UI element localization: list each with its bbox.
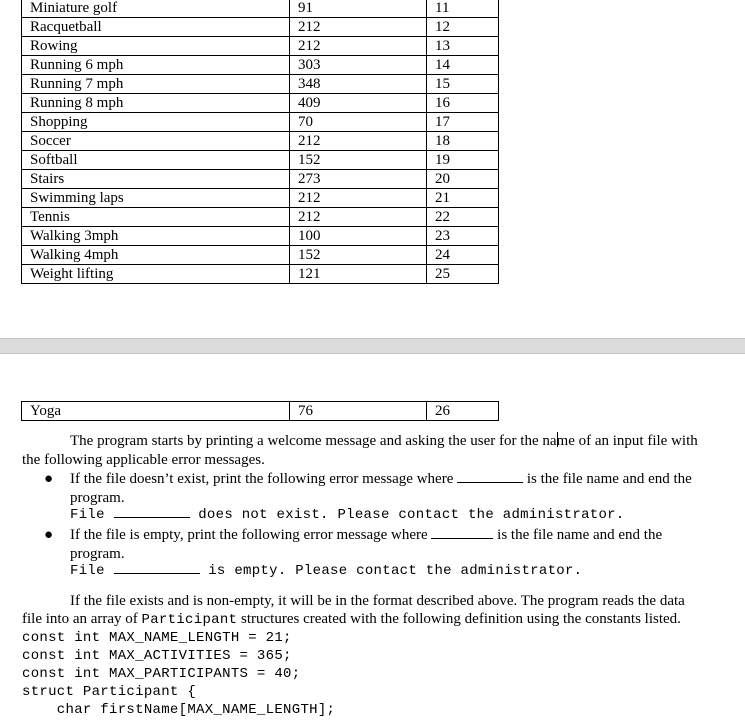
id-cell: 23 [427, 227, 499, 246]
activity-cell: Shopping [22, 113, 290, 132]
table-row [22, 170, 499, 189]
intro-text-after-cursor: me of an input file with [556, 433, 698, 449]
error-message-file-missing [70, 505, 625, 524]
activity-cell: Running 6 mph [22, 56, 290, 75]
id-cell: 22 [427, 208, 499, 227]
activity-cell: Running 7 mph [22, 75, 290, 94]
id-cell: 14 [427, 56, 499, 75]
intro-text-before-cursor: The program starts by printing a welcome message and asking the user for the na [70, 433, 557, 449]
table-row [22, 75, 499, 94]
table-row [22, 94, 499, 113]
activity-cell: Soccer [22, 132, 290, 151]
msg-1-post: does not exist. Please contact the administrator. [198, 507, 625, 523]
id-cell: 11 [427, 0, 499, 18]
table-row [22, 208, 499, 227]
format-paragraph [22, 592, 740, 611]
msg-2-post: is empty. Please contact the administrator. [208, 563, 583, 579]
calories-cell: 212 [290, 132, 427, 151]
id-cell: 19 [427, 151, 499, 170]
bullet-1-line2: program. [70, 490, 125, 506]
code-line: const int MAX_ACTIVITIES = 365; [22, 648, 292, 664]
document-page-2 [0, 354, 745, 723]
calories-cell: 212 [290, 18, 427, 37]
bullet-1-text [70, 470, 735, 489]
page-break-gap [0, 338, 745, 354]
activity-cell: Swimming laps [22, 189, 290, 208]
table-row [22, 0, 499, 18]
bullet-1-text-pre: If the file doesn’t exist, print the following error message where [70, 471, 454, 487]
table-row [22, 113, 499, 132]
table-row [22, 56, 499, 75]
table-row [22, 189, 499, 208]
activity-calorie-table-continued [21, 401, 499, 421]
table-row [22, 227, 499, 246]
filename-blank [457, 470, 523, 483]
id-cell: 25 [427, 265, 499, 284]
calories-cell: 212 [290, 208, 427, 227]
id-cell: 15 [427, 75, 499, 94]
id-cell: 16 [427, 94, 499, 113]
calories-cell: 212 [290, 189, 427, 208]
id-cell: 21 [427, 189, 499, 208]
id-cell: 17 [427, 113, 499, 132]
table-row [22, 246, 499, 265]
table-row [22, 265, 499, 284]
intro-paragraph-line2: the following applicable error messages. [22, 452, 265, 468]
activity-calorie-table [21, 0, 499, 284]
bullet-2-text-post: is the file name and end the [497, 527, 663, 543]
activity-cell: Weight lifting [22, 265, 290, 284]
activity-cell: Stairs [22, 170, 290, 189]
format-paragraph-line2-pre: file into an array of [22, 611, 138, 627]
activity-cell: Yoga [22, 402, 290, 421]
calories-cell: 303 [290, 56, 427, 75]
filename-blank [114, 561, 200, 574]
table-row [22, 18, 499, 37]
activity-cell: Running 8 mph [22, 94, 290, 113]
calories-cell: 100 [290, 227, 427, 246]
format-paragraph-line2-post: structures created with the following definition using the constants listed. [241, 611, 681, 627]
calories-cell: 70 [290, 113, 427, 132]
id-cell: 13 [427, 37, 499, 56]
code-line: struct Participant { [22, 684, 197, 700]
calories-cell: 409 [290, 94, 427, 113]
calories-cell: 76 [290, 402, 427, 421]
activity-cell: Softball [22, 151, 290, 170]
calories-cell: 91 [290, 0, 427, 18]
bullet-2-text-pre: If the file is empty, print the following error message where [70, 527, 428, 543]
format-paragraph-line1: If the file exists and is non-empty, it will be in the format described above. The program reads the data [70, 593, 685, 609]
activity-cell: Walking 3mph [22, 227, 290, 246]
table-row [22, 37, 499, 56]
msg-1-pre: File [70, 507, 105, 523]
bullet-icon: ● [44, 527, 54, 543]
activity-cell: Rowing [22, 37, 290, 56]
calories-cell: 121 [290, 265, 427, 284]
bullet-2-text [70, 526, 735, 545]
format-paragraph-line2 [22, 610, 740, 630]
id-cell: 24 [427, 246, 499, 265]
inline-code-participant: Participant [141, 612, 238, 628]
calories-cell: 348 [290, 75, 427, 94]
bullet-2-line2: program. [70, 546, 125, 562]
bullet-icon: ● [44, 471, 54, 487]
error-message-file-empty [70, 561, 582, 580]
code-line: char firstName[MAX_NAME_LENGTH]; [22, 702, 336, 718]
code-line: const int MAX_NAME_LENGTH = 21; [22, 630, 292, 646]
calories-cell: 273 [290, 170, 427, 189]
id-cell: 20 [427, 170, 499, 189]
calories-cell: 212 [290, 37, 427, 56]
filename-blank [114, 505, 190, 518]
table-row [22, 151, 499, 170]
table-row [22, 132, 499, 151]
activity-cell: Racquetball [22, 18, 290, 37]
id-cell: 26 [427, 402, 499, 421]
activity-cell: Miniature golf [22, 0, 290, 18]
id-cell: 12 [427, 18, 499, 37]
activity-cell: Tennis [22, 208, 290, 227]
id-cell: 18 [427, 132, 499, 151]
filename-blank [431, 526, 493, 539]
msg-2-pre: File [70, 563, 105, 579]
calories-cell: 152 [290, 151, 427, 170]
intro-paragraph [22, 432, 740, 451]
activity-cell: Walking 4mph [22, 246, 290, 265]
bullet-1-text-post: is the file name and end the [526, 471, 692, 487]
table-row [22, 402, 499, 421]
code-line: const int MAX_PARTICIPANTS = 40; [22, 666, 301, 682]
document-page-1 [0, 0, 745, 338]
calories-cell: 152 [290, 246, 427, 265]
